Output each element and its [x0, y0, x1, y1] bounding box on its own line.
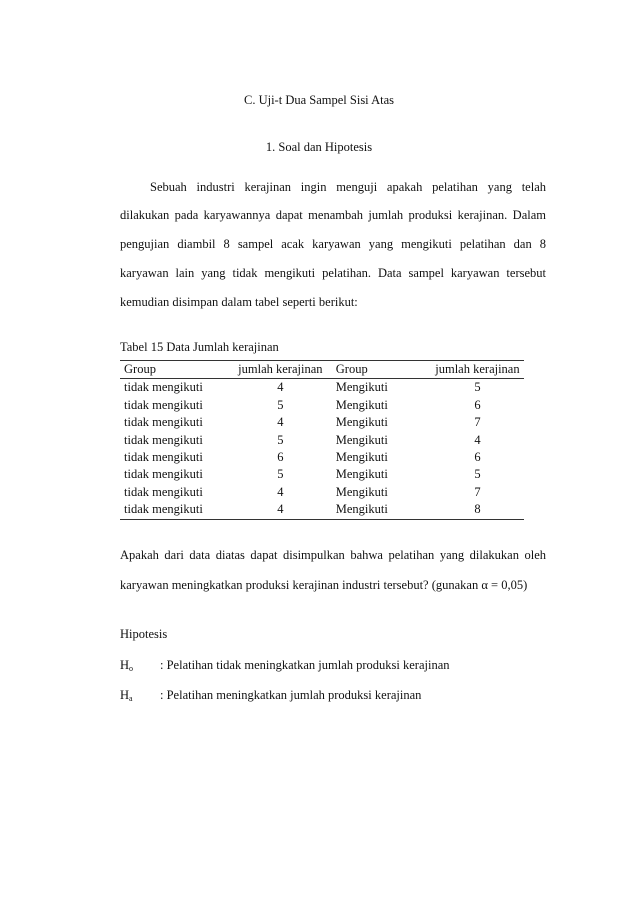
question-text: karyawan meningkatkan produksi kerajinan industri tersebut? (gunakan: [120, 578, 482, 592]
table-cell: tidak mengikuti: [124, 432, 203, 447]
table-cell: tidak mengikuti: [124, 502, 203, 517]
column-header: jumlah kerajinan: [435, 362, 520, 376]
table-cell: 5: [474, 467, 481, 482]
table-cell: 5: [277, 432, 284, 447]
table-cell: 8: [474, 502, 481, 517]
table-row: [120, 449, 524, 466]
table-cell: 7: [474, 484, 481, 499]
table-cell: tidak mengikuti: [124, 450, 203, 465]
table-cell: Mengikuti: [335, 484, 388, 499]
table-cell: Mengikuti: [335, 502, 388, 517]
table-row: [120, 501, 524, 519]
column-header: Group: [335, 362, 368, 376]
table-cell: Mengikuti: [335, 415, 388, 430]
table-cell: 4: [474, 432, 481, 447]
table-cell: tidak mengikuti: [124, 415, 203, 430]
table-caption: Tabel 15 Data Jumlah kerajinan: [120, 340, 279, 354]
table-row: [120, 466, 524, 483]
paragraph-line: pengujian diambil 8 sampel acak karyawan yang mengikuti pelatihan dan 8: [120, 237, 546, 251]
table-cell: 5: [277, 397, 284, 412]
table-row: [120, 414, 524, 431]
hypothesis-null: [120, 658, 133, 673]
question-text: = 0,05): [487, 578, 528, 592]
table-cell: 4: [277, 502, 284, 517]
hypothesis-alternative: [120, 688, 133, 703]
paragraph-line: karyawan lain yang tidak mengikuti pelatihan. Data sampel karyawan tersebut: [120, 266, 546, 280]
table-cell: Mengikuti: [335, 397, 388, 412]
subsection-title: 1. Soal dan Hipotesis: [265, 140, 373, 154]
hypothesis-symbol: H: [120, 688, 130, 702]
table-cell: tidak mengikuti: [124, 380, 203, 395]
table-cell: tidak mengikuti: [124, 467, 203, 482]
hypothesis-subscript: a: [129, 694, 133, 703]
alpha-symbol: α: [481, 578, 488, 592]
table-cell: 6: [474, 450, 481, 465]
table-cell: 4: [277, 380, 284, 395]
table-cell: 7: [474, 415, 481, 430]
question-line: [120, 578, 527, 593]
column-header: Group: [124, 362, 156, 376]
table-row: [120, 397, 524, 414]
table-cell: tidak mengikuti: [124, 397, 203, 412]
data-table: [120, 360, 524, 520]
table-cell: 6: [277, 450, 284, 465]
section-title: C. Uji-t Dua Sampel Sisi Atas: [244, 93, 394, 107]
table-cell: tidak mengikuti: [124, 484, 203, 499]
table-row: [120, 379, 524, 397]
hypothesis-heading: Hipotesis: [120, 627, 168, 641]
table-row: [120, 484, 524, 501]
table-cell: Mengikuti: [335, 432, 388, 447]
paragraph-line: dilakukan pada karyawannya dapat menambah jumlah produksi kerajinan. Dalam: [120, 208, 546, 222]
paragraph-line: kemudian disimpan dalam tabel seperti berikut:: [120, 295, 358, 309]
table-cell: 5: [474, 380, 481, 395]
question-line: Apakah dari data diatas dapat disimpulkan bahwa pelatihan yang dilakukan oleh: [120, 548, 546, 562]
table-cell: Mengikuti: [335, 450, 388, 465]
paragraph-line: Sebuah industri kerajinan ingin menguji apakah pelatihan yang telah: [150, 180, 546, 194]
table-cell: 4: [277, 484, 284, 499]
table-cell: 5: [277, 467, 284, 482]
table-cell: 6: [474, 397, 481, 412]
table-cell: Mengikuti: [335, 467, 388, 482]
hypothesis-null-text: : Pelatihan tidak meningkatkan jumlah produksi kerajinan: [160, 658, 450, 672]
hypothesis-alternative-text: : Pelatihan meningkatkan jumlah produksi kerajinan: [160, 688, 422, 702]
column-header: jumlah kerajinan: [238, 362, 323, 376]
table-header-row: [120, 361, 524, 379]
table-cell: Mengikuti: [335, 380, 388, 395]
table-cell: 4: [277, 415, 284, 430]
table-row: [120, 432, 524, 449]
hypothesis-subscript: o: [129, 664, 134, 673]
hypothesis-symbol: H: [120, 658, 130, 672]
